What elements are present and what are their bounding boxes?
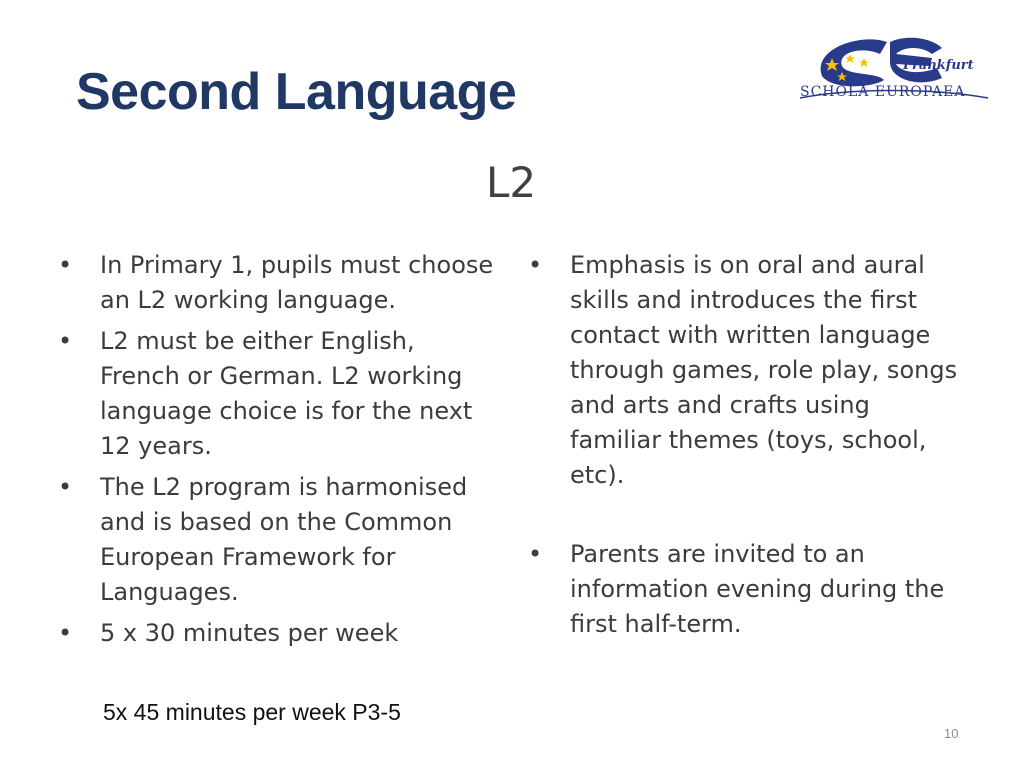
bullet-text: Parents are invited to an information evening during the first half-term. bbox=[570, 540, 945, 638]
bullet-item bbox=[58, 616, 498, 651]
bullet-text: L2 must be either English, French or German. L2 working language choice is for the next 12 years. bbox=[100, 327, 473, 460]
page-number: 10 bbox=[944, 726, 959, 741]
bullet-icon: • bbox=[528, 251, 543, 279]
bullet-text: Emphasis is on oral and aural skills and introduces the first contact with written language through games, role play, songs and arts and crafts using familiar themes (toys, school, etc). bbox=[570, 251, 958, 489]
bullet-text: 5 x 30 minutes per week bbox=[100, 619, 399, 647]
bullet-text: In Primary 1, pupils must choose an L2 working language. bbox=[100, 251, 494, 314]
bullet-item bbox=[58, 324, 498, 464]
schedule-note: 5x 45 minutes per week P3-5 bbox=[103, 699, 401, 725]
left-bullet-list bbox=[58, 248, 498, 657]
bullet-icon: • bbox=[58, 473, 73, 501]
bullet-item bbox=[528, 248, 968, 493]
right-bullet-list bbox=[528, 248, 968, 642]
bullet-item bbox=[528, 537, 968, 642]
bullet-item bbox=[58, 470, 498, 610]
logo-city-label: Frankfurt bbox=[903, 58, 974, 73]
bullet-icon: • bbox=[58, 327, 73, 355]
slide-title: Second Language bbox=[76, 63, 517, 121]
bullet-icon: • bbox=[528, 540, 543, 568]
bullet-icon: • bbox=[58, 251, 73, 279]
logo-school-label: SCHOLA EUROPAEA bbox=[800, 84, 966, 100]
bullet-item bbox=[58, 248, 498, 318]
bullet-text: The L2 program is harmonised and is based on the Common European Framework for Languages. bbox=[100, 473, 468, 606]
slide-subtitle: L2 bbox=[486, 158, 537, 207]
bullet-icon: • bbox=[58, 619, 73, 647]
